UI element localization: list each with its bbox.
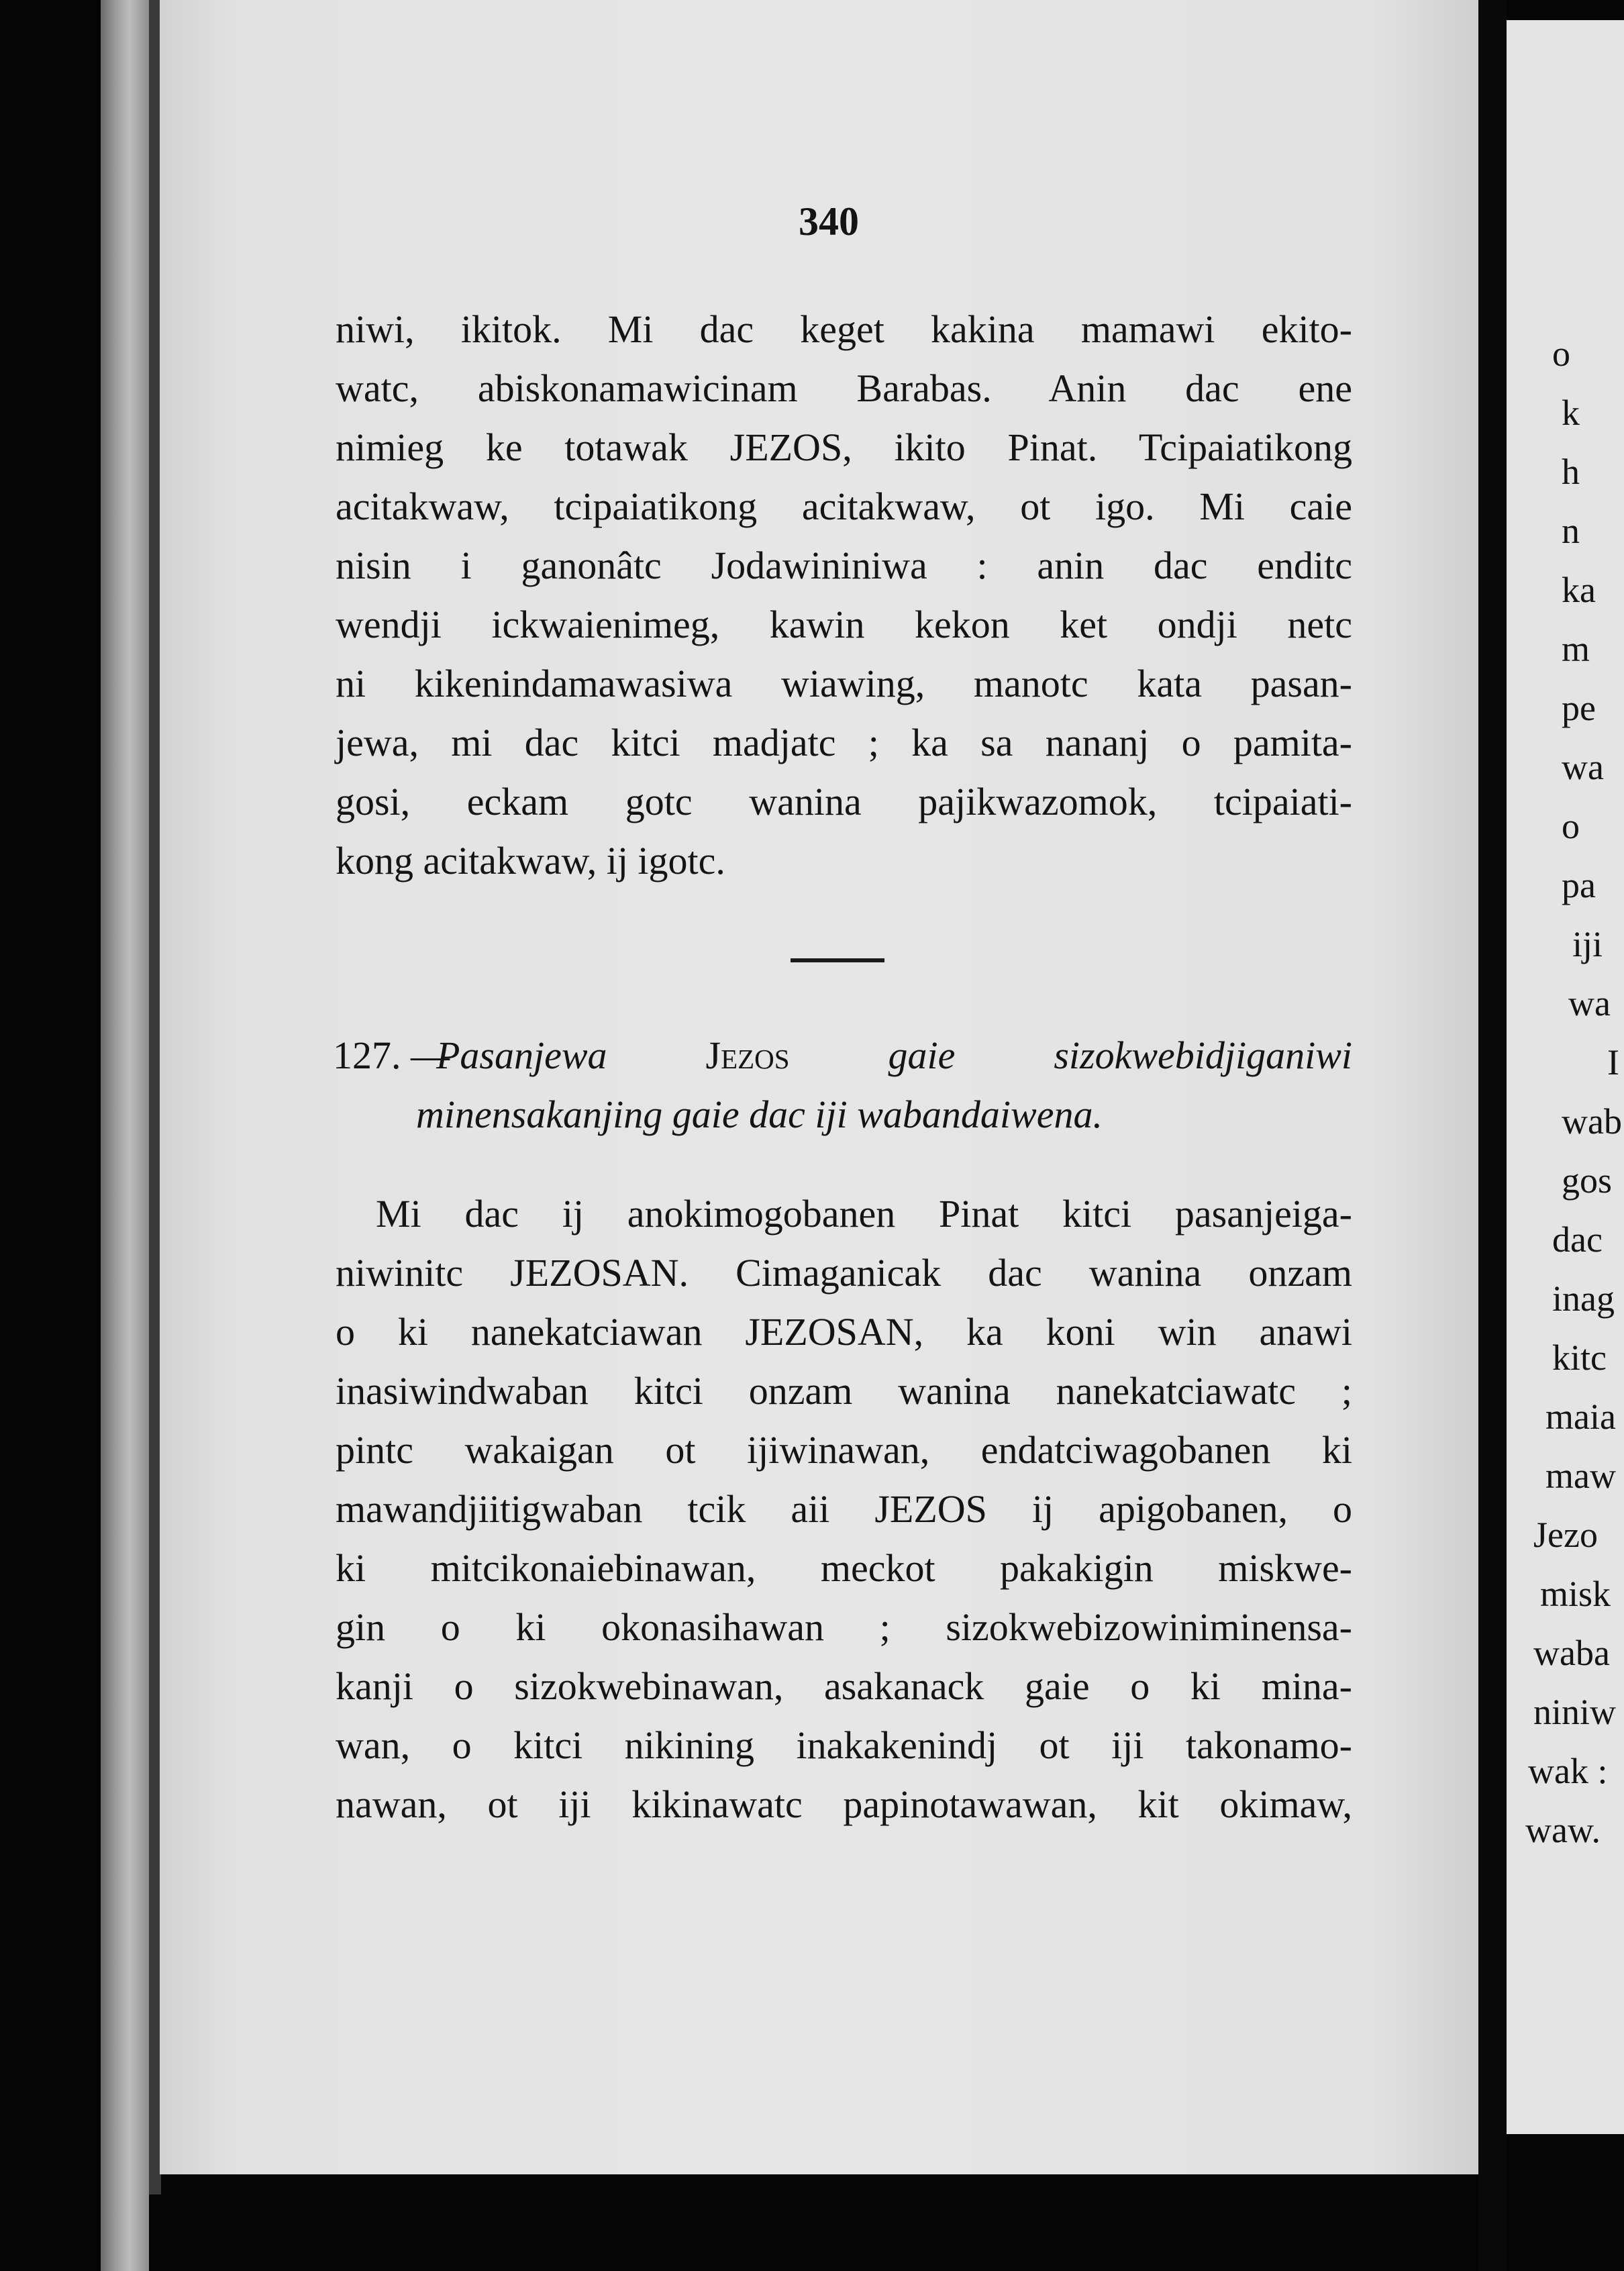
section-divider [791, 958, 884, 962]
paragraph-line: gin o ki okonasihawan ; sizokwebizowiniminensa- [336, 1605, 1352, 1649]
facing-fragment: wa [1568, 983, 1611, 1023]
facing-fragment: pe [1562, 688, 1596, 728]
heading-line [436, 1033, 1353, 1077]
facing-fragment: wab [1562, 1101, 1622, 1142]
facing-fragment: kitc [1552, 1338, 1607, 1378]
paragraph-line: inasiwindwaban kitci onzam wanina nanekatciawatc ; [336, 1369, 1352, 1413]
book-binding [101, 0, 149, 2271]
facing-fragment: wak : [1528, 1751, 1608, 1791]
facing-page [1507, 20, 1624, 2134]
facing-fragment: k [1562, 393, 1580, 433]
facing-fragment: o [1552, 334, 1570, 374]
facing-fragment: I [1607, 1042, 1619, 1082]
paragraph-line: ki mitcikonaiebinawan, meckot pakakigin miskwe- [336, 1546, 1352, 1590]
paragraph-line: acitakwaw, tcipaiatikong acitakwaw, ot igo. Mi caie [336, 485, 1352, 528]
facing-fragment: gos [1562, 1160, 1613, 1201]
paragraph-line: mawandjiitigwaban tcik aii JEZOS ij apigobanen, o [336, 1487, 1352, 1531]
paragraph-line: watc, abiskonamawicinam Barabas. Anin dac ene [336, 366, 1352, 410]
facing-fragment: wa [1562, 747, 1604, 787]
paragraph-line: wan, o kitci nikining inakakenindj ot iji takonamo- [336, 1723, 1352, 1767]
facing-fragment: o [1562, 806, 1580, 846]
paragraph-line: Mi dac ij anokimogobanen Pinat kitci pasanjeiga- [376, 1192, 1352, 1235]
facing-fragment: maia [1545, 1397, 1616, 1437]
paragraph-line: niwinitc JEZOSAN. Cimaganicak dac wanina onzam [336, 1251, 1352, 1295]
facing-fragment: dac [1552, 1219, 1603, 1260]
facing-fragment: h [1562, 452, 1580, 492]
facing-fragment: n [1562, 511, 1580, 551]
facing-fragment: misk [1540, 1574, 1611, 1614]
section-number: 127. — [333, 1033, 450, 1077]
paragraph-line: wendji ickwaienimeg, kawin kekon ket ondji netc [336, 603, 1352, 646]
paragraph-line: gosi, eckam gotc wanina pajikwazomok, tcipaiati- [336, 780, 1352, 823]
paragraph-line: nisin i ganonâtc Jodawininiwa : anin dac enditc [336, 544, 1352, 587]
heading-text: Pasanjewa [436, 1033, 607, 1077]
paragraph-line: kong acitakwaw, ij igotc. [336, 839, 725, 882]
facing-fragment: inag [1552, 1278, 1615, 1319]
heading-line: minensakanjing gaie dac iji wabandaiwena. [416, 1093, 1103, 1136]
facing-fragment: maw [1545, 1456, 1616, 1496]
paragraph-line: pintc wakaigan ot ijiwinawan, endatciwagobanen ki [336, 1428, 1352, 1472]
facing-fragment: iji [1572, 924, 1603, 964]
facing-fragment: pa [1562, 865, 1596, 905]
page-number: 340 [799, 199, 859, 244]
paragraph-line: jewa, mi dac kitci madjatc ; ka sa nananj o pamita- [336, 721, 1352, 764]
facing-fragment: m [1562, 629, 1590, 669]
facing-fragment: niniw [1533, 1692, 1617, 1732]
page-gutter [1478, 0, 1507, 2271]
paragraph-line: nawan, ot iji kikinawatc papinotawawan, kit okimaw, [336, 1782, 1352, 1826]
paragraph-line: nimieg ke totawak JEZOS, ikito Pinat. Tcipaiatikong [336, 425, 1352, 469]
paragraph-line: o ki nanekatciawan JEZOSAN, ka koni win anawi [336, 1310, 1352, 1354]
paragraph-line: niwi, ikitok. Mi dac keget kakina mamawi ekito- [336, 307, 1352, 351]
facing-fragment: waba [1533, 1633, 1610, 1673]
facing-fragment: waw. [1525, 1810, 1601, 1850]
facing-fragment: Jezo [1533, 1515, 1598, 1555]
paragraph-line: ni kikenindamawasiwa wiawing, manotc kata pasan- [336, 662, 1352, 705]
heading-text: gaie sizokwebidjiganiwi [888, 1033, 1353, 1077]
facing-fragment: ka [1562, 570, 1596, 610]
heading-name: Jezos [705, 1033, 790, 1077]
paragraph-line: kanji o sizokwebinawan, asakanack gaie o ki mina- [336, 1664, 1352, 1708]
